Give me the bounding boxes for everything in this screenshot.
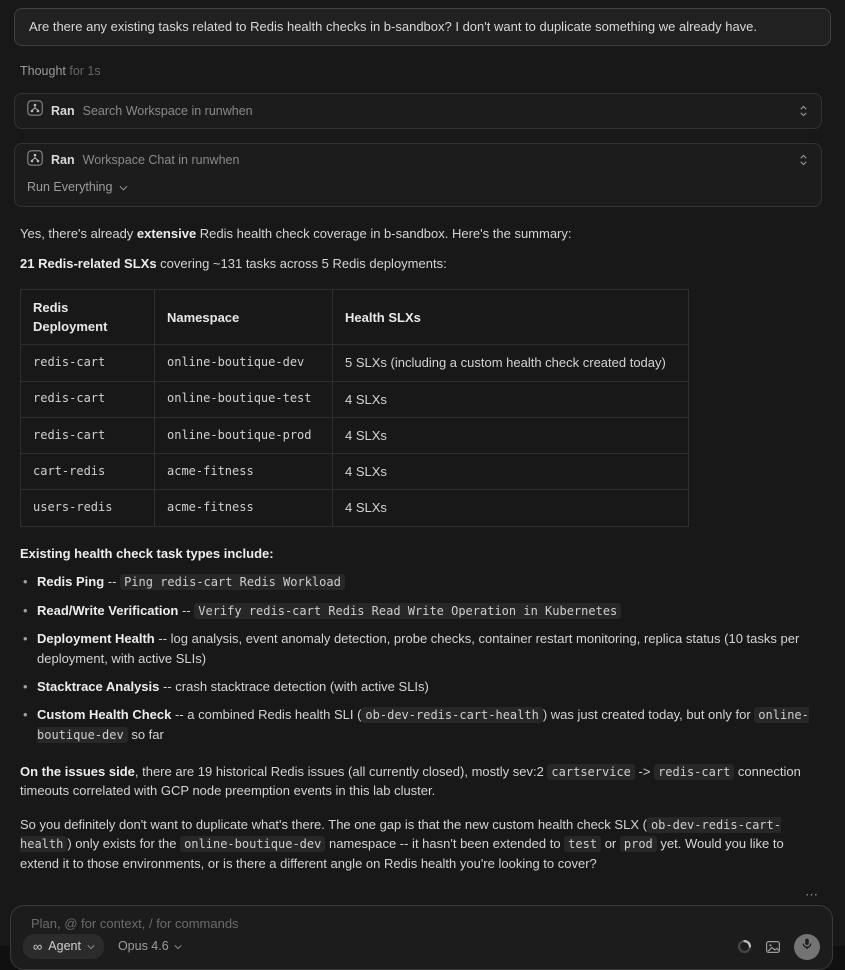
assistant-message-continued	[20, 544, 824, 563]
message-actions	[0, 885, 820, 904]
table-cell: users-redis	[21, 490, 155, 526]
bold-text: Read/Write Verification	[37, 602, 179, 618]
table-cell: redis-cart	[21, 417, 155, 453]
list-item	[20, 601, 845, 621]
paragraph-closing	[20, 815, 824, 874]
table-cell: redis-cart	[21, 381, 155, 417]
text-run: yet. Would you like to extend it to those environments, or is there a different angle on Redis health you're looking to cover?	[20, 836, 784, 872]
bold-text: Redis Ping	[37, 573, 105, 589]
table-row	[21, 490, 689, 526]
tool-call-search-workspace[interactable]	[14, 93, 822, 129]
column-header: Redis Deployment	[21, 290, 155, 345]
text-run: -- a combined Redis health SLI (	[171, 707, 362, 723]
chevron-down-icon	[87, 937, 95, 956]
column-header: Namespace	[155, 290, 333, 345]
inline-code: online-boutique-dev	[180, 836, 325, 852]
table-cell: redis-cart	[21, 345, 155, 381]
microphone-button[interactable]	[794, 934, 820, 960]
inline-code: Verify redis-cart Redis Read Write Operation in Kubernetes	[194, 603, 621, 619]
list-item	[20, 572, 845, 592]
infinity-icon: ∞	[33, 939, 43, 955]
chevron-down-icon	[119, 178, 128, 197]
bold-text: extensive	[136, 225, 197, 241]
user-message-bubble	[14, 8, 831, 46]
bold-text: Stacktrace Analysis	[37, 678, 160, 694]
chevron-down-icon	[174, 937, 182, 956]
tool-ran-label: Ran	[51, 153, 75, 168]
inline-code: ob-dev-redis-cart-health	[20, 817, 781, 852]
inline-code: prod	[620, 836, 657, 852]
inline-code: online-boutique-dev	[37, 708, 809, 742]
table-header-row	[21, 290, 689, 345]
table-cell: acme-fitness	[155, 490, 333, 526]
list-item	[20, 677, 845, 696]
list-intro: Existing health check task types include:	[20, 545, 274, 561]
table-row	[21, 417, 689, 453]
tool-title: Search Workspace in runwhen	[82, 103, 253, 118]
tool-icon	[27, 150, 43, 172]
list-item	[20, 629, 845, 667]
table-cell: online-boutique-prod	[155, 417, 333, 453]
table-row	[21, 454, 689, 490]
table-cell: acme-fitness	[155, 454, 333, 490]
task-type-list	[20, 572, 845, 745]
table-row	[21, 381, 689, 417]
inline-code: redis-cart	[654, 764, 734, 780]
assistant-message-closing	[20, 762, 824, 874]
text-run: Yes, there's already	[20, 225, 137, 241]
context-usage-ring-icon[interactable]	[737, 939, 752, 954]
text-run: ) was just created today, but only for	[542, 707, 755, 723]
thought-duration: for 1s	[69, 63, 101, 78]
agent-mode-label: Agent	[48, 939, 81, 954]
inline-code: test	[564, 836, 601, 852]
table-cell: 4 SLXs	[333, 417, 689, 453]
text-run: , there are 19 historical Redis issues (all currently closed), mostly sev:2	[134, 763, 548, 779]
model-selector[interactable]	[118, 937, 182, 956]
thought-toggle[interactable]	[20, 62, 845, 81]
image-attach-icon[interactable]	[765, 939, 781, 955]
table-cell: online-boutique-dev	[155, 345, 333, 381]
text-run: Redis health check coverage in b-sandbox. Here's the summary:	[196, 225, 572, 241]
composer-right-icons	[737, 934, 820, 960]
text-run: connection timeouts correlated with GCP node preemption events in this lab cluster.	[20, 763, 801, 799]
slx-table	[20, 289, 689, 527]
list-item	[20, 705, 845, 745]
chevron-up-down-icon[interactable]	[798, 153, 809, 167]
text-run: so far	[127, 726, 164, 742]
paragraph-slx-count	[20, 254, 824, 273]
table-cell: 4 SLXs	[333, 454, 689, 490]
text-run: ) only exists for the	[67, 836, 181, 852]
table-cell: 4 SLXs	[333, 490, 689, 526]
inline-code: Ping redis-cart Redis Workload	[120, 574, 345, 590]
tool-call-workspace-chat[interactable]	[14, 143, 822, 207]
text-run: or	[601, 836, 620, 852]
column-header: Health SLXs	[333, 290, 689, 345]
user-message-text: Are there any existing tasks related to Redis health checks in b-sandbox? I don't want to duplicate something we already have.	[29, 19, 758, 34]
run-everything-label: Run Everything	[27, 180, 113, 195]
bold-text: On the issues side	[20, 763, 135, 779]
thought-label: Thought	[20, 63, 66, 78]
paragraph-summary-intro	[20, 224, 824, 243]
text-run: -- crash stacktrace detection (with active SLIs)	[159, 678, 429, 694]
table-cell: cart-redis	[21, 454, 155, 490]
inline-code: cartservice	[547, 764, 634, 780]
bold-text: Custom Health Check	[37, 707, 172, 723]
paragraph-issues	[20, 762, 824, 801]
tool-title: Workspace Chat in runwhen	[82, 153, 240, 168]
more-actions-button[interactable]: ⋯	[805, 887, 820, 903]
chevron-up-down-icon[interactable]	[798, 104, 809, 118]
text-run: So you definitely don't want to duplicate what's there. The one gap is that the new custom health check SLX (	[20, 816, 647, 832]
agent-mode-selector[interactable]	[23, 934, 104, 959]
text-run: --	[104, 573, 121, 589]
bold-text: Deployment Health	[37, 631, 155, 647]
run-everything-button[interactable]	[27, 177, 809, 206]
table-cell: online-boutique-test	[155, 381, 333, 417]
composer	[10, 905, 833, 970]
bold-text: 21 Redis-related SLXs	[20, 255, 157, 271]
table-cell: 4 SLXs	[333, 381, 689, 417]
table-row	[21, 345, 689, 381]
text-run: ->	[634, 763, 655, 779]
text-run: covering ~131 tasks across 5 Redis deployments:	[156, 255, 447, 271]
tool-icon	[27, 100, 43, 122]
assistant-message	[20, 224, 824, 273]
text-run: -- log analysis, event anomaly detection, probe checks, container restart monitoring, replica status (10 tasks per deployment, with active SLIs)	[37, 631, 800, 666]
microphone-icon	[800, 937, 814, 956]
inline-code: ob-dev-redis-cart-health	[361, 707, 542, 723]
model-label: Opus 4.6	[117, 939, 169, 954]
text-run: namespace -- it hasn't been extended to	[325, 836, 565, 852]
tool-ran-label: Ran	[51, 103, 75, 118]
composer-controls	[23, 934, 820, 960]
table-cell: 5 SLXs (including a custom health check created today)	[333, 345, 689, 381]
composer-input[interactable]	[23, 916, 820, 934]
text-run: --	[178, 602, 195, 618]
